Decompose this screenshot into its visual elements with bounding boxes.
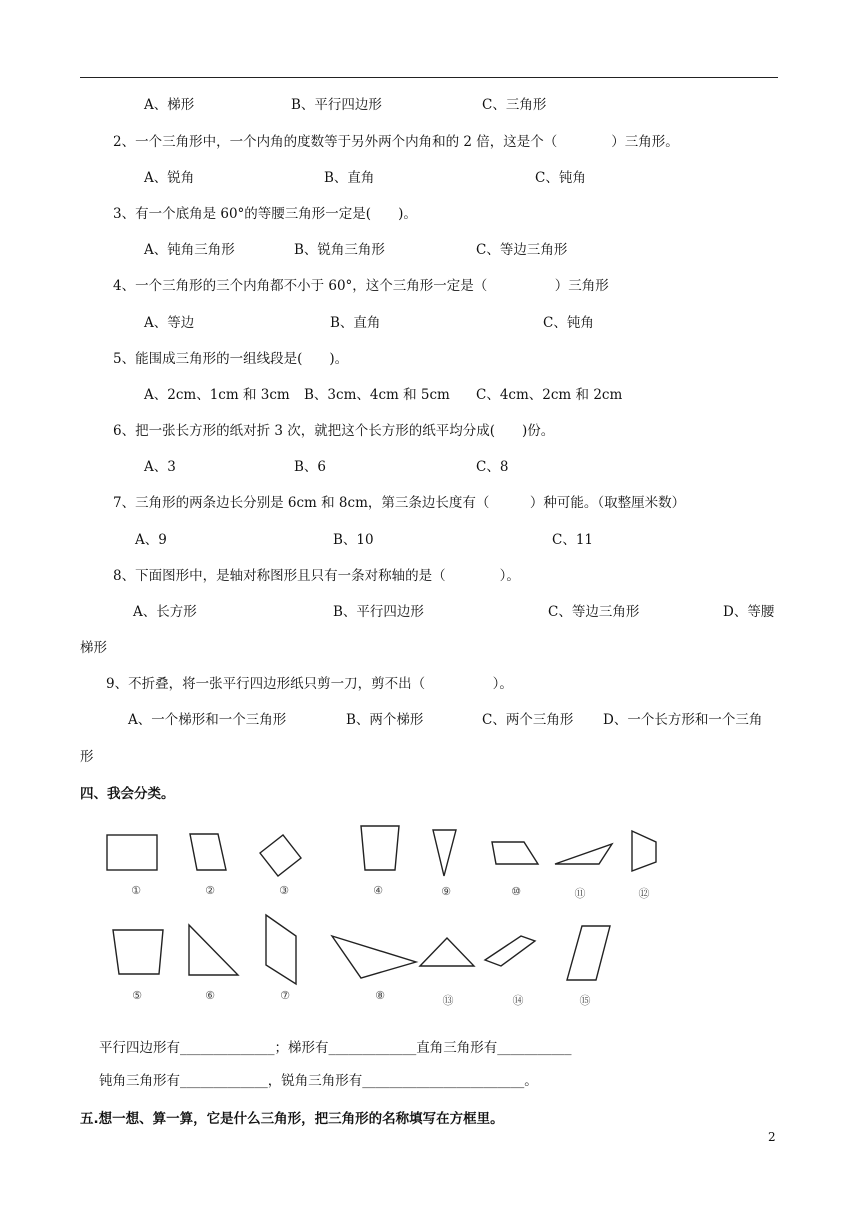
- shape-label: ⑥: [205, 989, 215, 1002]
- q4-text: 4、一个三角形的三个内角都不小于 60°，这个三角形一定是（ ）三角形: [113, 278, 609, 294]
- shape-1-rectangle: [107, 835, 157, 870]
- q1-option-a[interactable]: A、梯形: [144, 97, 195, 113]
- q5-text: 5、能围成三角形的一组线段是( )。: [113, 351, 349, 367]
- shape-12-trapezoid: [632, 831, 656, 871]
- q8-option-b[interactable]: B、平行四边形: [333, 604, 424, 620]
- q1-option-c[interactable]: C、三角形: [482, 97, 547, 113]
- shape-label: ⑤: [132, 989, 142, 1002]
- shape-label: ⑬: [442, 994, 454, 1007]
- q9-option-d-wrap: 形: [80, 749, 94, 765]
- shape-13-triangle: [420, 938, 474, 966]
- section-5-heading: 五.想一想、算一算，它是什么三角形，把三角形的名称填写在方框里。: [80, 1111, 504, 1127]
- q4-option-a[interactable]: A、等边: [144, 315, 195, 331]
- shape-label: ⑨: [441, 885, 451, 898]
- q4-option-b[interactable]: B、直角: [330, 315, 381, 331]
- q9-option-d[interactable]: D、一个长方形和一个三角: [603, 712, 763, 728]
- shape-7-parallelogram: [266, 915, 296, 984]
- shape-14-parallelogram: [485, 936, 535, 966]
- q7-text: 7、三角形的两条边长分别是 6cm 和 8cm，第三条边长度有（ ）种可能。（取整厘米数）: [113, 495, 686, 511]
- shape-4-trapezoid: [361, 826, 399, 870]
- q1-option-b[interactable]: B、平行四边形: [291, 97, 382, 113]
- q6-option-c[interactable]: C、8: [476, 459, 509, 475]
- q2-text: 2、一个三角形中，一个内角的度数等于另外两个内角和的 2 倍，这是个（ ）三角形。: [113, 134, 679, 150]
- shape-label: ⑪: [574, 887, 586, 900]
- shape-label: ①: [131, 884, 141, 897]
- shape-11-triangle: [555, 844, 612, 864]
- q2-option-b[interactable]: B、直角: [324, 170, 375, 186]
- shape-label: ②: [205, 884, 215, 897]
- q8-text: 8、下面图形中，是轴对称图形且只有一条对称轴的是（ ）。: [113, 568, 520, 584]
- page-number: 2: [768, 1130, 776, 1144]
- q7-option-b[interactable]: B、10: [333, 532, 374, 548]
- q3-text: 3、有一个底角是 60°的等腰三角形一定是( )。: [113, 206, 417, 222]
- q3-option-b[interactable]: B、锐角三角形: [294, 242, 385, 258]
- q6-option-a[interactable]: A、3: [144, 459, 176, 475]
- q9-text: 9、不折叠，将一张平行四边形纸只剪一刀，剪不出（ ）。: [106, 676, 513, 692]
- section-4-heading: 四、我会分类。: [80, 786, 175, 802]
- shape-label: ⑧: [375, 989, 385, 1002]
- q3-option-c[interactable]: C、等边三角形: [476, 242, 568, 258]
- q2-option-c[interactable]: C、钝角: [535, 170, 586, 186]
- shape-15-parallelogram: [567, 926, 610, 980]
- q2-option-a[interactable]: A、锐角: [144, 170, 195, 186]
- shape-label: ⑮: [579, 994, 591, 1007]
- classification-fill-line-1[interactable]: 平行四边形有______________；梯形有_____________直角三角形有___________: [99, 1040, 572, 1056]
- shape-8-triangle: [332, 936, 416, 978]
- q8-option-a[interactable]: A、长方形: [133, 604, 197, 620]
- shape-6-right-triangle: [189, 925, 238, 975]
- classification-fill-line-2[interactable]: 钝角三角形有_____________，锐角三角形有________________________。: [99, 1073, 538, 1089]
- q5-option-a[interactable]: A、2cm、1cm 和 3cm: [144, 387, 290, 403]
- shape-2-parallelogram: [190, 834, 226, 870]
- q8-option-c[interactable]: C、等边三角形: [548, 604, 640, 620]
- shape-label: ④: [373, 884, 383, 897]
- shape-label: ⑫: [638, 887, 650, 900]
- shape-5-trapezoid: [113, 930, 163, 974]
- q6-option-b[interactable]: B、6: [294, 459, 327, 475]
- q5-option-b[interactable]: B、3cm、4cm 和 5cm: [304, 387, 450, 403]
- q8-option-d[interactable]: D、等腰: [723, 604, 775, 620]
- q3-option-a[interactable]: A、钝角三角形: [144, 242, 235, 258]
- q5-option-c[interactable]: C、4cm、2cm 和 2cm: [476, 387, 623, 403]
- shape-label: ⑩: [511, 885, 521, 898]
- shape-label: ⑭: [512, 994, 524, 1007]
- shape-label: ③: [279, 884, 289, 897]
- q8-option-d-wrap: 梯形: [80, 640, 107, 656]
- shape-label: ⑦: [280, 989, 290, 1002]
- q4-option-c[interactable]: C、钝角: [543, 315, 594, 331]
- q7-option-a[interactable]: A、9: [135, 532, 167, 548]
- shape-10-parallelogram: [492, 842, 538, 864]
- shape-3-square-rotated: [260, 835, 301, 876]
- q6-text: 6、把一张长方形的纸对折 3 次，就把这个长方形的纸平均分成( )份。: [113, 423, 555, 439]
- q9-option-a[interactable]: A、一个梯形和一个三角形: [128, 712, 287, 728]
- shape-9-triangle: [433, 830, 456, 876]
- q7-option-c[interactable]: C、11: [552, 532, 594, 548]
- q9-option-c[interactable]: C、两个三角形: [482, 712, 574, 728]
- q9-option-b[interactable]: B、两个梯形: [346, 712, 424, 728]
